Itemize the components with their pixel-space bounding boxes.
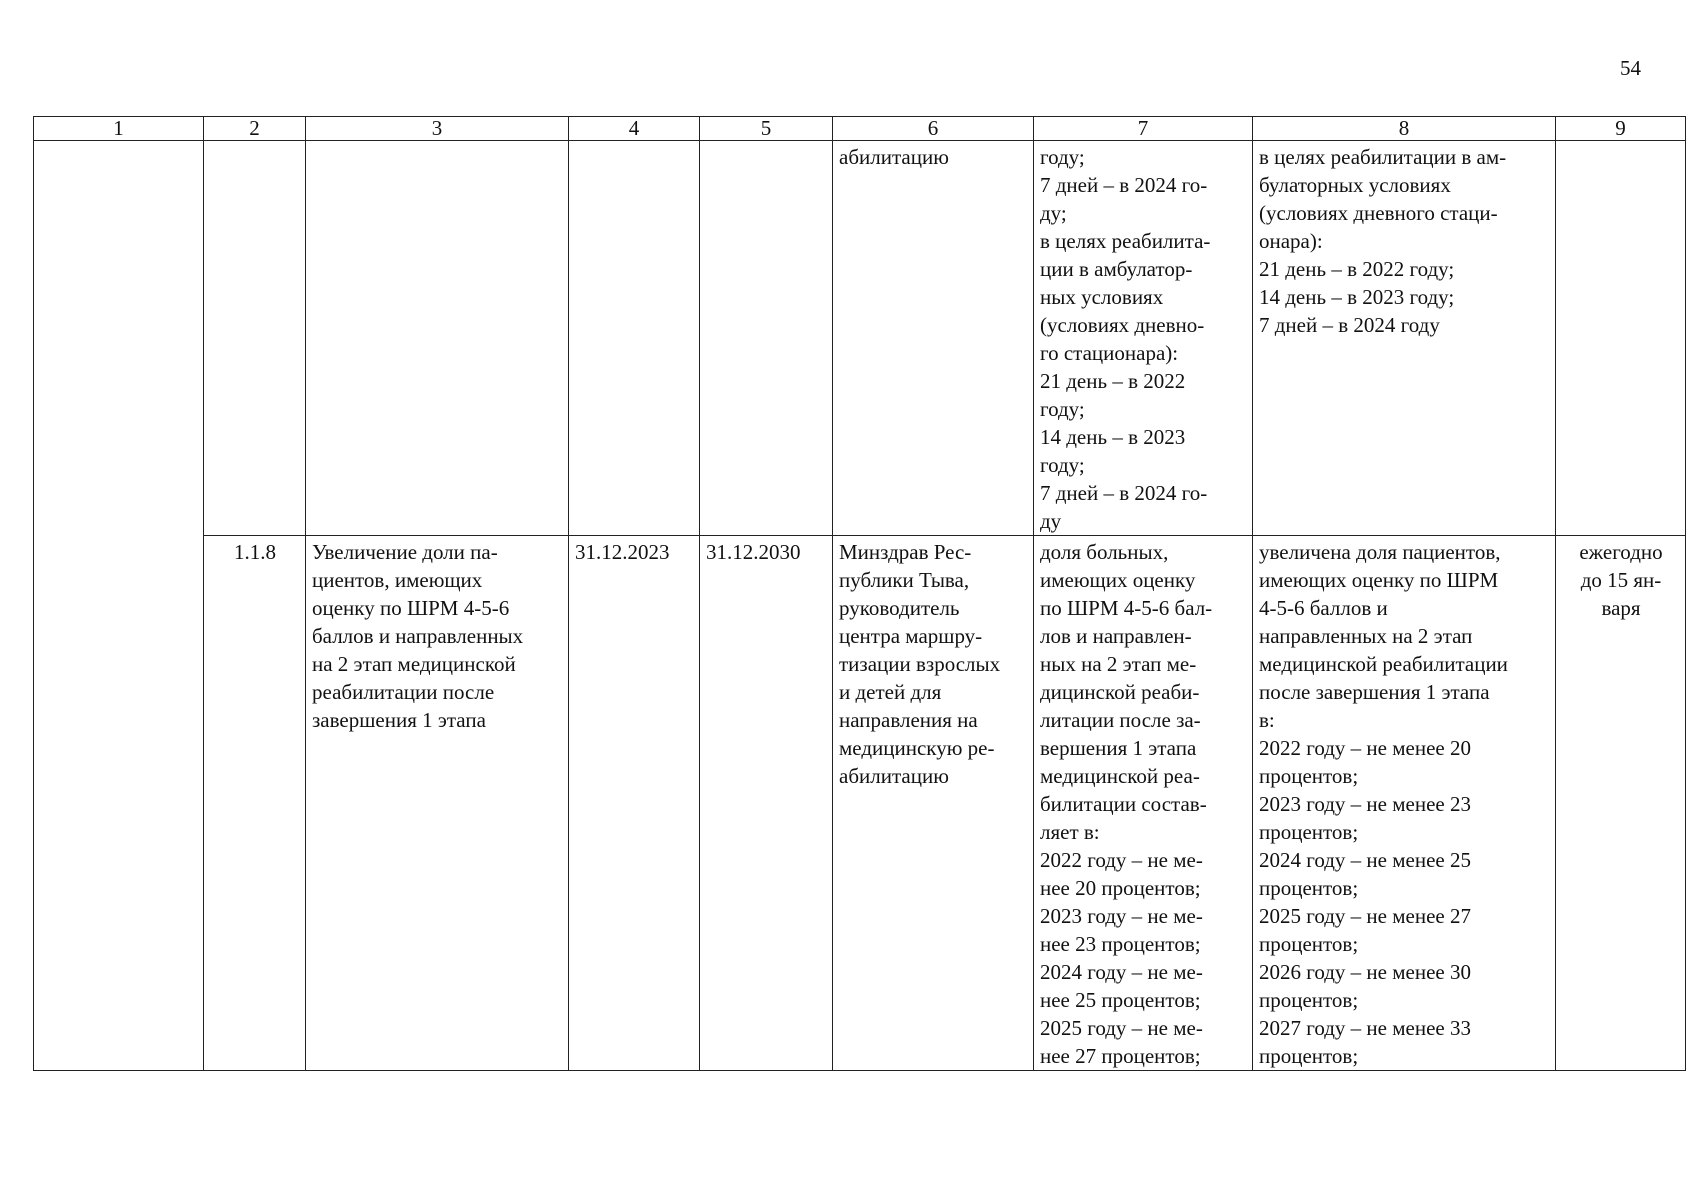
cell-indicator bbox=[1034, 536, 1253, 1071]
text-line: процентов; bbox=[1259, 764, 1359, 788]
text-line: на 2 этап медицинской bbox=[312, 652, 516, 676]
text-line: в целях реабилита- bbox=[1040, 229, 1211, 253]
text-line: руководитель bbox=[839, 596, 960, 620]
text-line: 7 дней – в 2024 году bbox=[1259, 313, 1440, 337]
cell-responsible bbox=[833, 141, 1034, 536]
header-col-1: 1 bbox=[34, 117, 204, 141]
header-col-8: 8 bbox=[1253, 117, 1556, 141]
text-line: 2022 году – не ме- bbox=[1040, 848, 1203, 872]
text-line: нее 23 процентов; bbox=[1040, 932, 1201, 956]
page-number: 54 bbox=[1620, 56, 1641, 80]
cell-deadline bbox=[1556, 536, 1686, 1071]
text-line: циентов, имеющих bbox=[312, 568, 483, 592]
text-line: 7 дней – в 2024 го- bbox=[1040, 481, 1208, 505]
text-line: абилитацию bbox=[839, 764, 949, 788]
text-line: 7 дней – в 2024 го- bbox=[1040, 173, 1208, 197]
text-line: доля больных, bbox=[1040, 540, 1169, 564]
text-line: направленных на 2 этап bbox=[1259, 624, 1473, 648]
cell-title bbox=[306, 536, 569, 1071]
text-line: медицинской реа- bbox=[1040, 764, 1200, 788]
cell-start-date bbox=[569, 141, 700, 536]
text-line: 2026 году – не менее 30 bbox=[1259, 960, 1471, 984]
table-row-continued bbox=[34, 141, 1686, 536]
text-line: булаторных условиях bbox=[1259, 173, 1451, 197]
text-line: 2023 году – не ме- bbox=[1040, 904, 1203, 928]
cell-deadline bbox=[1556, 141, 1686, 536]
text-line: онара): bbox=[1259, 229, 1323, 253]
cell-end-date: 31.12.2030 bbox=[700, 536, 833, 1071]
text-line: 2025 году – не ме- bbox=[1040, 1016, 1203, 1040]
header-col-4: 4 bbox=[569, 117, 700, 141]
text-line: нее 20 процентов; bbox=[1040, 876, 1201, 900]
text-line: абилитацию bbox=[839, 145, 949, 169]
cell-responsible bbox=[833, 536, 1034, 1071]
cell-col1 bbox=[34, 141, 204, 1071]
text-line: го стационара): bbox=[1040, 341, 1179, 365]
text-line: 2022 году – не менее 20 bbox=[1259, 736, 1471, 760]
text-line: нее 25 процентов; bbox=[1040, 988, 1201, 1012]
text-line: ду bbox=[1040, 509, 1062, 533]
text-line: Увеличение доли па- bbox=[312, 540, 498, 564]
text-line: ду; bbox=[1040, 201, 1067, 225]
text-line: году; bbox=[1040, 453, 1085, 477]
cell-end-date bbox=[700, 141, 833, 536]
text-line: вершения 1 этапа bbox=[1040, 736, 1197, 760]
text-line: (условиях дневно- bbox=[1040, 313, 1205, 337]
text-line: году; bbox=[1040, 397, 1085, 421]
text-line: билитации состав- bbox=[1040, 792, 1207, 816]
plan-table bbox=[33, 116, 1686, 1071]
cell-result bbox=[1253, 141, 1556, 536]
text-line: завершения 1 этапа bbox=[312, 708, 486, 732]
header-col-3: 3 bbox=[306, 117, 569, 141]
cell-number: 1.1.8 bbox=[204, 536, 306, 1071]
cell-result bbox=[1253, 536, 1556, 1071]
text-line: 2025 году – не менее 27 bbox=[1259, 904, 1471, 928]
text-line: ляет в: bbox=[1040, 820, 1100, 844]
text-line: процентов; bbox=[1259, 820, 1359, 844]
text-line: 2023 году – не менее 23 bbox=[1259, 792, 1471, 816]
text-line: ции в амбулатор- bbox=[1040, 257, 1193, 281]
cell-indicator bbox=[1034, 141, 1253, 536]
text-line: лов и направлен- bbox=[1040, 624, 1192, 648]
text-line: ных на 2 этап ме- bbox=[1040, 652, 1197, 676]
text-line: варя bbox=[1601, 596, 1641, 620]
cell-number bbox=[204, 141, 306, 536]
text-line: 2024 году – не менее 25 bbox=[1259, 848, 1471, 872]
text-line: 21 день – в 2022 bbox=[1040, 369, 1186, 393]
text-line: по ШРМ 4-5-6 бал- bbox=[1040, 596, 1213, 620]
header-col-6: 6 bbox=[833, 117, 1034, 141]
header-col-5: 5 bbox=[700, 117, 833, 141]
header-col-2: 2 bbox=[204, 117, 306, 141]
text-line: направления на bbox=[839, 708, 978, 732]
text-line: процентов; bbox=[1259, 932, 1359, 956]
text-line: нее 27 процентов; bbox=[1040, 1044, 1201, 1068]
header-col-9: 9 bbox=[1556, 117, 1686, 141]
text-line: и детей для bbox=[839, 680, 942, 704]
text-line: ных условиях bbox=[1040, 285, 1164, 309]
text-line: увеличена доля пациентов, bbox=[1259, 540, 1501, 564]
text-line: 21 день – в 2022 году; bbox=[1259, 257, 1455, 281]
text-line: 2027 году – не менее 33 bbox=[1259, 1016, 1471, 1040]
header-row bbox=[34, 117, 1686, 141]
text-line: до 15 ян- bbox=[1580, 568, 1662, 592]
text-line: 14 день – в 2023 году; bbox=[1259, 285, 1455, 309]
text-line: публики Тыва, bbox=[839, 568, 970, 592]
text-line: процентов; bbox=[1259, 988, 1359, 1012]
text-line: имеющих оценку по ШРМ bbox=[1259, 568, 1499, 592]
cell-start-date: 31.12.2023 bbox=[569, 536, 700, 1071]
text-line: имеющих оценку bbox=[1040, 568, 1196, 592]
text-line: процентов; bbox=[1259, 876, 1359, 900]
text-line: в: bbox=[1259, 708, 1275, 732]
text-line: процентов; bbox=[1259, 1044, 1359, 1068]
text-line: медицинской реабилитации bbox=[1259, 652, 1508, 676]
text-line: 14 день – в 2023 bbox=[1040, 425, 1186, 449]
text-line: медицинскую ре- bbox=[839, 736, 995, 760]
text-line: баллов и направленных bbox=[312, 624, 524, 648]
text-line: (условиях дневного стаци- bbox=[1259, 201, 1498, 225]
text-line: дицинской реаби- bbox=[1040, 680, 1200, 704]
header-col-7: 7 bbox=[1034, 117, 1253, 141]
cell-title bbox=[306, 141, 569, 536]
text-line: тизации взрослых bbox=[839, 652, 1001, 676]
text-line: литации после за- bbox=[1040, 708, 1201, 732]
text-line: Минздрав Рес- bbox=[839, 540, 972, 564]
text-line: 4-5-6 баллов и bbox=[1259, 596, 1388, 620]
text-line: году; bbox=[1040, 145, 1085, 169]
table-row-1-1-8 bbox=[34, 536, 1686, 1071]
text-line: 2024 году – не ме- bbox=[1040, 960, 1203, 984]
text-line: в целях реабилитации в ам- bbox=[1259, 145, 1507, 169]
text-line: реабилитации после bbox=[312, 680, 495, 704]
text-line: центра маршру- bbox=[839, 624, 983, 648]
text-line: оценку по ШРМ 4-5-6 bbox=[312, 596, 510, 620]
text-line: после завершения 1 этапа bbox=[1259, 680, 1490, 704]
text-line: ежегодно bbox=[1579, 540, 1663, 564]
